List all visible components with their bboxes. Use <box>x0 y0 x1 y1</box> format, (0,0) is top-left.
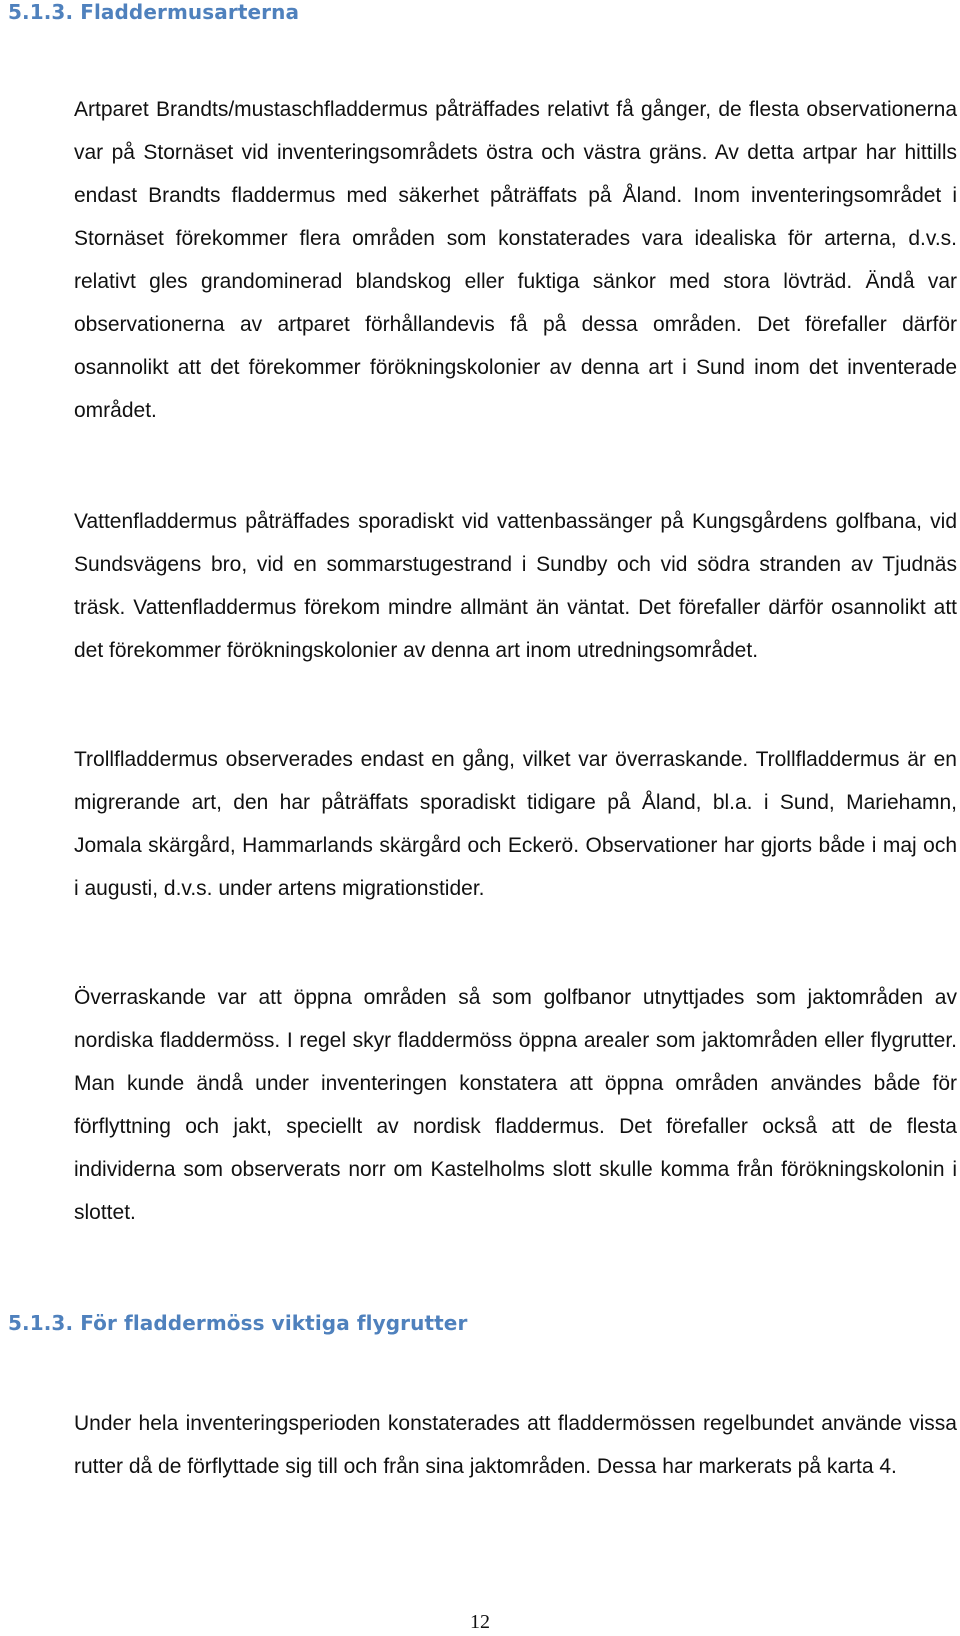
paragraph-flygrutter: Under hela inventeringsperioden konstaterades att fladdermössen regelbundet använde vissa rutter då de förflyttade sig till och från sina jaktområden. Dessa har markerats på karta 4. <box>74 1412 957 1478</box>
section-heading-fladdermusarterna: 5.1.3. Fladdermusarterna <box>8 0 300 24</box>
paragraph-oppna-omraden: Överraskande var att öppna områden så som golfbanor utnyttjades som jaktområden av nordiska fladdermöss. I regel skyr fladdermöss öppna arealer som jaktområden eller flygrutter. Man kunde ändå under inventeringen konstatera att öppna områden användes både för förflyttning och jakt, speciellt av nordisk fladdermus. Det förefaller också att de flesta individerna som observerats norr om Kastelholms slott skulle komma från förökningskolonin i slottet. <box>74 986 957 1224</box>
paragraph-brandts-mustaschfladdermus: Artparet Brandts/mustaschfladdermus påträffades relativt få gånger, de flesta observationerna var på Stornäset vid inventeringsområdets östra och västra gräns. Av detta artpar har hittills endast Brandts fladdermus med säkerhet påträffats på Åland. Inom inventeringsområdet i Stornäset förekommer flera områden som konstaterades vara idealiska för arterna, d.v.s. relativt gles grandominerad blandskog eller fuktiga sänkor med stora lövträd. Ändå var observationerna av artparet förhållandevis få på dessa områden. Det förefaller därför osannolikt att det förekommer förökningskolonier av denna art i Sund inom det inventerade området. <box>74 98 957 422</box>
paragraph-trollfladdermus: Trollfladdermus observerades endast en gång, vilket var överraskande. Trollfladdermus är en migrerande art, den har påträffats sporadiskt tidigare på Åland, bl.a. i Sund, Mariehamn, Jomala skärgård, Hammarlands skärgård och Eckerö. Observationer har gjorts både i maj och i augusti, d.v.s. under artens migrationstider. <box>74 748 957 900</box>
section-heading-flygrutter: 5.1.3. För fladdermöss viktiga flygrutter <box>8 1311 468 1335</box>
page-number: 12 <box>470 1611 490 1633</box>
paragraph-vattenfladdermus: Vattenfladdermus påträffades sporadiskt vid vattenbassänger på Kungsgårdens golfbana, vid Sundsvägens bro, vid en sommarstugestrand i Sundby och vid södra stranden av Tjudnäs träsk. Vattenfladdermus förekom mindre allmänt än väntat. Det förefaller därför osannolikt att det förekommer förökningskolonier av denna art inom utredningsområdet. <box>74 510 957 662</box>
